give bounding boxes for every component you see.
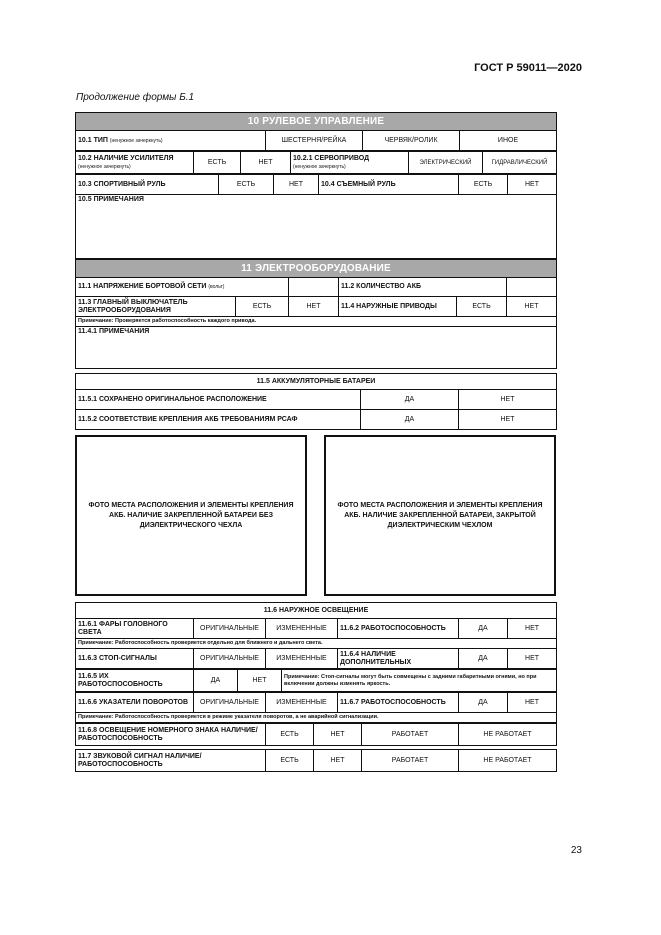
battery-mount-compliance-label: 11.5.2 СООТВЕТСТВИЕ КРЕПЛЕНИЯ АКБ ТРЕБОВАНИЯМ РСАФ	[76, 410, 361, 430]
section-10-wheel-table	[75, 174, 557, 259]
main-switch-label: 11.3 ГЛАВНЫЙ ВЫКЛЮЧАТЕЛЬ ЭЛЕКТРООБОРУДОВАНИЯ	[76, 297, 236, 317]
steering-type-label: 10.1 ТИП (ненужное зачеркнуть)	[76, 131, 266, 151]
turn-signals-modified[interactable]: ИЗМЕНЕННЫЕ	[266, 693, 338, 713]
headlights-modified[interactable]: ИЗМЕНЕННЫЕ	[266, 619, 338, 639]
battery-original-no[interactable]: НЕТ	[459, 390, 557, 410]
steering-notes-field[interactable]	[76, 195, 557, 259]
form-continuation-caption: Продолжение формы Б.1	[76, 92, 195, 103]
battery-photo-with-cover[interactable]: ФОТО МЕСТА РАСПОЛОЖЕНИЯ И ЭЛЕМЕНТЫ КРЕПЛЕНИЯ АКБ. НАЛИЧИЕ ЗАКРЕПЛЕННОЙ БАТАРЕИ, ЗАКРЫТОЙ ДИЭЛЕКТРИЧЕСКИМ ЧЕХЛОМ	[324, 435, 556, 596]
steering-rack-option[interactable]: ШЕСТЕРНЯ/РЕЙКА	[266, 131, 363, 151]
servo-electric-option[interactable]: ЭЛЕКТРИЧЕСКИЙ	[409, 152, 483, 174]
headlights-work-label: 11.6.2 РАБОТОСПОСОБНОСТЬ	[338, 619, 459, 639]
inspection-form	[75, 112, 556, 772]
removable-wheel-no[interactable]: НЕТ	[508, 175, 557, 195]
stop-work-table	[75, 669, 557, 692]
electrical-notes-field[interactable]	[76, 327, 557, 369]
external-drives-yes[interactable]: ЕСТЬ	[457, 297, 507, 317]
turn-signals-original[interactable]: ОРИГИНАЛЬНЫЕ	[194, 693, 266, 713]
battery-mount-no[interactable]: НЕТ	[459, 410, 557, 430]
steering-other-option[interactable]: ИНОЕ	[460, 131, 557, 151]
lighting-table	[75, 602, 557, 669]
plate-light-works[interactable]: РАБОТАЕТ	[362, 724, 459, 746]
power-steering-no[interactable]: НЕТ	[241, 152, 291, 174]
plate-light-label: 11.6.8 ОСВЕЩЕНИЕ НОМЕРНОГО ЗНАКА НАЛИЧИЕ/РАБОТОСПОСОБНОСТЬ	[76, 724, 266, 746]
turn-signals-work-no[interactable]: НЕТ	[508, 693, 557, 713]
section-10-power-table	[75, 151, 557, 174]
turn-signals-table	[75, 692, 557, 723]
stop-lights-work-no[interactable]: НЕТ	[238, 670, 282, 692]
turn-signals-work-label: 11.6.7 РАБОТОСПОСОБНОСТЬ	[338, 693, 459, 713]
horn-no[interactable]: НЕТ	[314, 750, 362, 772]
horn-not-works[interactable]: НЕ РАБОТАЕТ	[459, 750, 557, 772]
battery-original-yes[interactable]: ДА	[361, 390, 459, 410]
sport-wheel-label: 10.3 СПОРТИВНЫЙ РУЛЬ	[76, 175, 219, 195]
headlights-work-no[interactable]: НЕТ	[508, 619, 557, 639]
extra-stop-lights-yes[interactable]: ДА	[459, 649, 508, 669]
extra-stop-lights-no[interactable]: НЕТ	[508, 649, 557, 669]
voltage-label: 11.1 НАПРЯЖЕНИЕ БОРТОВОЙ СЕТИ (вольт)	[76, 278, 289, 297]
stop-lights-modified[interactable]: ИЗМЕНЕННЫЕ	[266, 649, 338, 669]
battery-mount-yes[interactable]: ДА	[361, 410, 459, 430]
horn-label: 11.7 ЗВУКОВОЙ СИГНАЛ НАЛИЧИЕ/ РАБОТОСПОСОБНОСТЬ	[76, 750, 266, 772]
main-switch-yes[interactable]: ЕСТЬ	[236, 297, 289, 317]
sport-wheel-yes[interactable]: ЕСТЬ	[219, 175, 274, 195]
turn-signals-work-yes[interactable]: ДА	[459, 693, 508, 713]
external-drives-label: 11.4 НАРУЖНЫЕ ПРИВОДЫ	[339, 297, 457, 317]
horn-yes[interactable]: ЕСТЬ	[266, 750, 314, 772]
steering-notes-label: 10.5 ПРИМЕЧАНИЯ	[78, 196, 144, 203]
stop-lights-note: Примечание: Стоп-сигналы могут быть совмещены с задними габаритными огнями, но при включении должны изменять яркость.	[282, 670, 557, 692]
battery-photo-no-cover[interactable]: ФОТО МЕСТА РАСПОЛОЖЕНИЯ И ЭЛЕМЕНТЫ КРЕПЛЕНИЯ АКБ. НАЛИЧИЕ ЗАКРЕПЛЕННОЙ БАТАРЕИ БЕЗ ДИЭЛЕКТРИЧЕСКОГО ЧЕХЛА	[75, 435, 307, 596]
stop-lights-label: 11.6.3 СТОП-СИГНАЛЫ	[76, 649, 194, 669]
steering-worm-option[interactable]: ЧЕРВЯК/РОЛИК	[363, 131, 460, 151]
plate-light-no[interactable]: НЕТ	[314, 724, 362, 746]
headlights-original[interactable]: ОРИГИНАЛЬНЫЕ	[194, 619, 266, 639]
plate-light-not-works[interactable]: НЕ РАБОТАЕТ	[459, 724, 557, 746]
voltage-value-field[interactable]	[289, 278, 339, 297]
stop-lights-original[interactable]: ОРИГИНАЛЬНЫЕ	[194, 649, 266, 669]
battery-photos	[75, 435, 556, 596]
headlights-work-yes[interactable]: ДА	[459, 619, 508, 639]
servo-hydraulic-option[interactable]: ГИДРАВЛИЧЕСКИЙ	[483, 152, 557, 174]
extra-stop-lights-label: 11.6.4 НАЛИЧИЕ ДОПОЛНИТЕЛЬНЫХ	[338, 649, 459, 669]
stop-lights-work-yes[interactable]: ДА	[194, 670, 238, 692]
main-switch-no[interactable]: НЕТ	[289, 297, 339, 317]
removable-wheel-label: 10.4 СЪЕМНЫЙ РУЛЬ	[319, 175, 459, 195]
external-drives-no[interactable]: НЕТ	[507, 297, 557, 317]
power-steering-yes[interactable]: ЕСТЬ	[194, 152, 241, 174]
battery-count-field[interactable]	[507, 278, 557, 297]
turn-signals-label: 11.6.6 УКАЗАТЕЛИ ПОВОРОТОВ	[76, 693, 194, 713]
servo-label: 10.2.1 СЕРВОПРИВОД (ненужное зачеркнуть)	[291, 152, 409, 174]
drives-note: Примечание: Проверяется работоспособность каждого привода.	[76, 317, 557, 327]
battery-original-location-label: 11.5.1 СОХРАНЕНО ОРИГИНАЛЬНОЕ РАСПОЛОЖЕНИЕ	[76, 390, 361, 410]
section-10-table	[75, 112, 557, 151]
lighting-title: 11.6 НАРУЖНОЕ ОСВЕЩЕНИЕ	[76, 603, 557, 619]
batteries-title: 11.5 АККУМУЛЯТОРНЫЕ БАТАРЕИ	[76, 374, 557, 390]
removable-wheel-yes[interactable]: ЕСТЬ	[459, 175, 508, 195]
sport-wheel-no[interactable]: НЕТ	[274, 175, 319, 195]
headlights-note: Примечание: Работоспособность проверяется отдельно для ближнего и дальнего света.	[76, 639, 557, 649]
section-11-table	[75, 259, 557, 369]
electrical-notes-label: 11.4.1 ПРИМЕЧАНИЯ	[78, 328, 150, 335]
page-number: 23	[570, 845, 582, 856]
stop-lights-work-label: 11.6.5 ИХ РАБОТОСПОСОБНОСТЬ	[76, 670, 194, 692]
horn-works[interactable]: РАБОТАЕТ	[362, 750, 459, 772]
batteries-table	[75, 373, 557, 430]
turn-signals-note: Примечание: Работоспособность проверяется в режиме указателя поворотов, а не аварийной сигнализации.	[76, 713, 557, 723]
power-steering-label: 10.2 НАЛИЧИЕ УСИЛИТЕЛЯ (ненужное зачеркнуть)	[76, 152, 194, 174]
battery-count-label: 11.2 КОЛИЧЕСТВО АКБ	[339, 278, 507, 297]
plate-horn-table	[75, 723, 557, 772]
section-10-title: 10 РУЛЕВОЕ УПРАВЛЕНИЕ	[76, 113, 557, 131]
headlights-label: 11.6.1 ФАРЫ ГОЛОВНОГО СВЕТА	[76, 619, 194, 639]
standard-number: ГОСТ Р 59011—2020	[474, 62, 582, 74]
plate-light-yes[interactable]: ЕСТЬ	[266, 724, 314, 746]
section-11-title: 11 ЭЛЕКТРООБОРУДОВАНИЕ	[76, 260, 557, 278]
